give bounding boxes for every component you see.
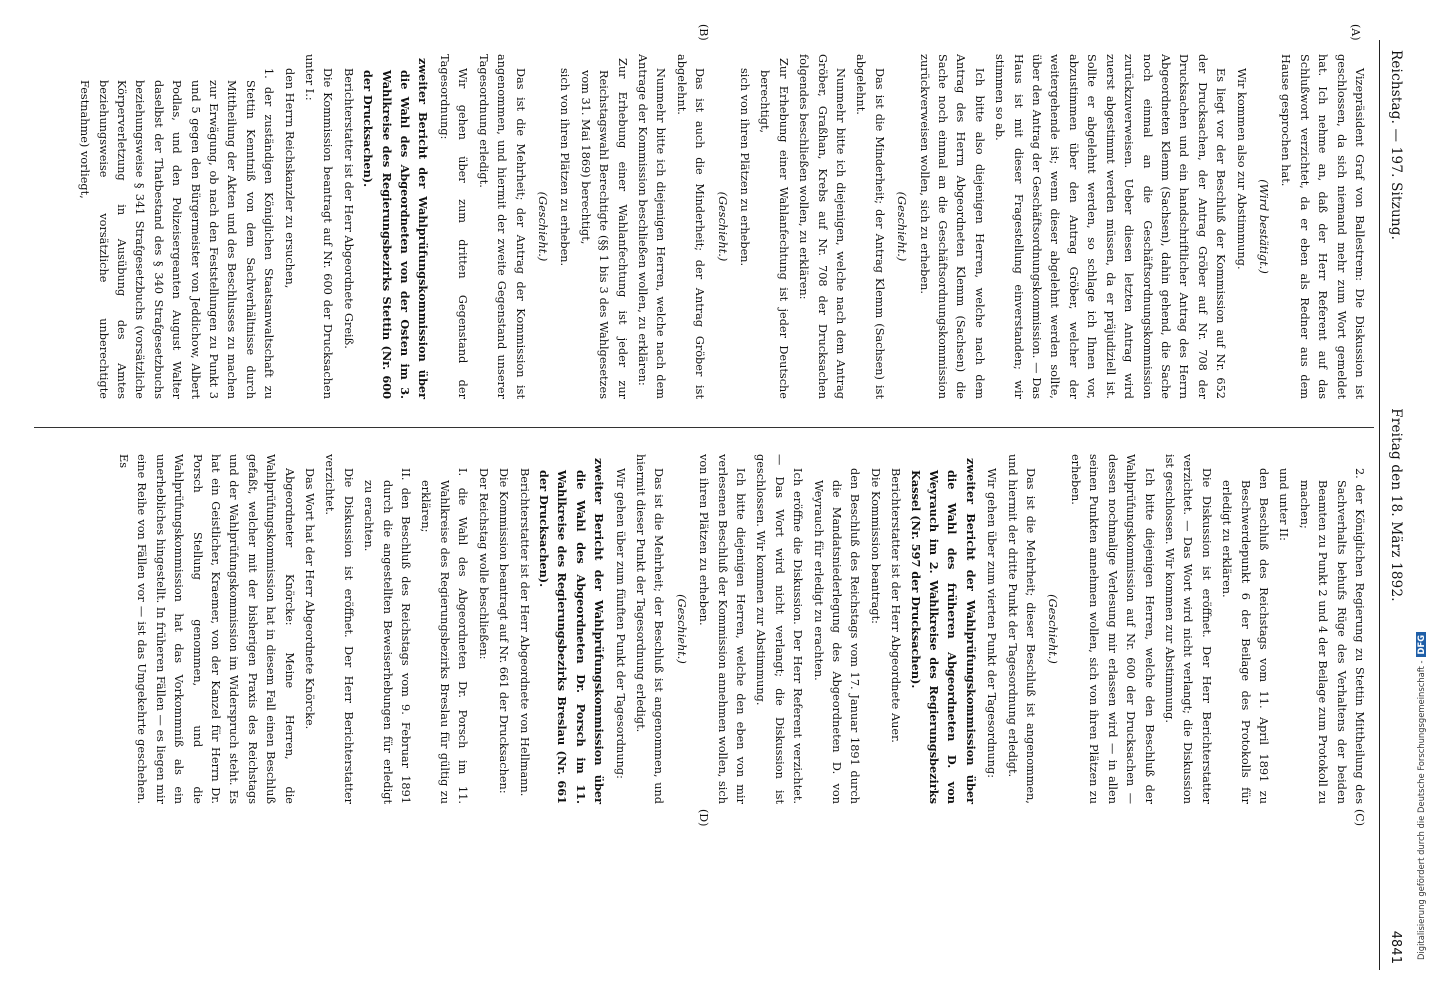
- paragraph: den Herrn Reichskanzler zu ersuchen,: [282, 68, 296, 289]
- paragraph: Wir gehen über zum fünften Punkt der Tagesordnung:: [613, 468, 627, 779]
- paragraph: Die Kommission beantragt auf Nr. 661 der Drucksachen:: [497, 468, 511, 794]
- column-divider: [34, 427, 1374, 428]
- paragraph: den Beschluß des Reichstags vom 17. Januar 1891 durch die Mandatsniederlegung des Abgeordneten D. von Weyrauch für erledigt zu erachten.: [811, 468, 862, 804]
- paragraph: sich von ihren Plätzen zu erheben.: [558, 68, 572, 267]
- paragraph: Das ist auch die Minderheit; der Antrag Gröber ist abgelehnt.: [674, 54, 707, 399]
- paragraph: 1. der zuständigen Königlichen Staatsanwaltschaft zu Stettin Kenntniß von dem Sachverhältnisse durch Mittheilung der Akten und des Beschlusses zu machen zur Erwägung, ob nach den Feststellungen zu Punkt 3 und 5 gegen den Bürgermeister von Jeddichow, Albert Podlas, und den Polizeisergeanten August Walter daselbst der Thatbestand des § 340 Strafgesetzbuchs beziehungsweise § 341 Strafgesetzbuchs (vorsätzliche Körperverletzung in Ausübung des Amtes beziehungsweise vorsätzliche unberechtigte Festnahme) vorliegt,: [78, 68, 276, 399]
- header-date: Freitag den 18. März 1892.: [1388, 408, 1404, 602]
- header-left: Reichstag. — 197. Sitzung.: [1388, 50, 1404, 241]
- paragraph: Wir kommen also zur Abstimmung.: [1234, 68, 1248, 270]
- paragraph: Die Diskussion ist eröffnet. Der Herr Berichterstatter verzichtet. — Das Wort wird nicht verlangt; die Diskussion ist geschlossen. Wir kommen zur Abstimmung.: [1162, 454, 1213, 804]
- paragraph: I. die Wahl des Abgeordneten Dr. Porsch im 11. Wahlkreise des Regierungsbezirks Breslau für gültig zu erklären;: [419, 468, 470, 804]
- left-text-column: [38, 54, 1368, 399]
- agenda-item-heading: zweiter Bericht der Wahlprüfungskommission über die Wahl des Abgeordneten Dr. Porsch im 11. Wahlkreise des Regierungsbezirks Breslau (Nr. 661 der Drucksachen).: [536, 458, 607, 804]
- paragraph: Nunmehr bitte ich diejenigen, welche nach dem Antrag Gröber, Graßhan, Krebs auf Nr. 708 der Drucksachen folgendes beschließen wollen, zu erklären:: [797, 54, 848, 399]
- margin-mark-b: (B): [697, 24, 710, 41]
- paragraph: Ich bitte diejenigen Herren, welche den eben von mir verlesenen Beschluß der Kommission annehmen wollen, sich von ihren Plätzen zu erheben.: [697, 454, 747, 804]
- paragraph: 2. der Königlichen Regierung zu Stettin Mittheilung des Sachverhalts behufs Rüge des Verhaltens der beiden Beamten zu Punkt 2 und 4 der Beilage zum Protokoll zu machen;: [1297, 468, 1366, 804]
- paragraph: Die Kommission beantragt:: [868, 468, 882, 624]
- paragraph: Vizepräsident Graf von Ballestrem: Die Diskussion ist geschlossen, da sich niemand mehr zum Wort gemeldet hat. Ich nehme an, daß der Herr Referent auf das Schlußwort verzichtet, da er eben als Redner aus dem Hause gesprochen hat.: [1279, 54, 1366, 399]
- paragraph: Das ist die Mehrheit; der Beschluß ist angenommen, und hiermit dieser Punkt der Tagesordnung erledigt.: [633, 454, 666, 804]
- paragraph: Zur Erhebung einer Wahlanfechtung ist jeder Deutsche berechtigt,: [758, 58, 790, 399]
- paragraph: den Beschluß des Reichstags vom 11. April 1891 zu Beschwerdepunkt 6 der Beilage des Protokolls für erledigt zu erklären.: [1220, 468, 1270, 804]
- paragraph: Ich bitte diejenigen Herren, welche den Beschluß der Wahlprüfungskommission auf Nr. 600 der Drucksachen — dessen nochmalige Verlesung mir erlassen wird — in allen seinen Punkten annehmen wollen, sich von ihren Plätzen zu erheben.: [1068, 454, 1156, 804]
- paragraph: Zur Erhebung einer Wahlanfechtung ist jeder zur Reichstagswahl Berechtigte (§§ 1 bis 3 des Wahlgesetzes vom 31. Mai 1869) berechtigt,: [578, 58, 629, 399]
- agenda-item-heading: zweiter Bericht der Wahlprüfungskommission über die Wahl des früheren Abgeordneten D. von Weyrauch im 2. Wahlkreise des Regierungsbezirks Kassel (Nr. 597 der Drucksachen).: [908, 458, 978, 804]
- rotated-page-content: [30, 24, 1410, 970]
- paragraph: Berichterstatter ist der Herr Abgeordnete von Hellmann.: [517, 468, 531, 797]
- agenda-item-heading: zweiter Bericht der Wahlprüfungskommission über die Wahl des Abgeordneten von der Osten im 3. Wahlkreise des Regierungsbezirks Stettin (Nr. 600 der Drucksachen).: [361, 58, 431, 399]
- digitization-credit: [1416, 632, 1426, 960]
- paragraph: Das ist die Mehrheit; dieser Beschluß ist angenommen, und hiermit der dritte Punkt der Tagesordnung erledigt.: [1005, 454, 1038, 804]
- stage-direction: (Geschieht.): [895, 191, 909, 262]
- dfg-logo: DFG: [1416, 632, 1426, 658]
- paragraph: Der Reichstag wolle beschließen:: [476, 468, 490, 660]
- credit-text: Digitalisierung gefördert durch die Deutsche Forschungsgemeinschaft -: [1416, 660, 1426, 960]
- stage-direction: (Geschieht.): [674, 594, 688, 664]
- paragraph: Berichterstatter ist der Herr Abgeordnete Auer.: [889, 468, 903, 743]
- paragraph: Die Diskussion ist eröffnet. Der Herr Berichterstatter verzichtet.: [323, 454, 355, 804]
- paragraph: Berichterstatter ist der Herr Abgeordnete Greiß.: [341, 68, 355, 349]
- paragraph: II. den Beschluß des Reichstags vom 9. Februar 1891 durch die angestellten Beweiserhebungen für erledigt zu erachten.: [362, 468, 413, 804]
- right-text-column: [38, 454, 1368, 804]
- paragraph: sich von ihren Plätzen zu erheben.: [738, 68, 751, 267]
- paragraph: Die Kommission beantragt auf Nr. 600 der Drucksachen unter I.:: [303, 54, 335, 399]
- paragraph: Das Wort hat der Herr Abgeordnete Knörcke.: [303, 468, 317, 730]
- stage-direction: (Geschieht.): [1046, 594, 1060, 664]
- stage-direction: (Geschieht.): [715, 191, 729, 262]
- paragraph: Das ist die Minderheit; der Antrag Klemm (Sachsen) ist abgelehnt.: [854, 54, 886, 399]
- running-header: [1379, 40, 1410, 970]
- paragraph: Wir gehen über zum dritten Gegenstand der Tagesordnung:: [437, 54, 470, 399]
- paragraph: Nunmehr bitte ich diejenigen Herren, welche nach dem Antrage der Kommission beschließen wollen, zu erklären:: [635, 54, 668, 399]
- margin-mark-d: (D): [697, 809, 710, 827]
- page-number: 4841: [1388, 930, 1404, 964]
- paragraph: Es liegt vor der Beschluß der Kommission auf Nr. 652 der Drucksachen, der Antrag Gröber auf Nr. 708 der Drucksachen und ein handschriftlicher Antrag des Herrn Abgeordneten Klemm (Sachsen), dahin gehend, die Sache noch einmal an die Geschäftsordnungskommission zurückzuverweisen. Ueber diesen letzten Antrag wird zuerst abgestimmt werden müssen, da er präjudiziell ist. Sollte er abgelehnt werden, so schlage ich Ihnen vor, abzustimmen über den Antrag Gröber, welcher der weitergehende ist; wenn dieser abgelehnt werden sollte, über den Antrag der Geschäftsordnungskommission. — Das Haus ist mit dieser Fragestellung einverstanden; wir stimmen so ab.: [993, 54, 1228, 399]
- stage-direction: (Wird bestätigt.): [1256, 179, 1270, 274]
- margin-mark-c: (C): [1353, 809, 1366, 826]
- paragraph: Ich bitte also diejenigen Herren, welche nach dem Antrag des Herrn Abgeordneten Klemm (Sachsen) die Sache noch einmal an die Geschäftsordnungskommission zurückverweisen wollen, sich zu erheben.: [917, 54, 986, 399]
- stage-direction: (Geschieht.): [535, 191, 549, 262]
- paragraph: Wir gehen über zum vierten Punkt der Tagesordnung:: [985, 468, 999, 779]
- paragraph: Das ist die Mehrheit; der Antrag der Kommission ist angenommen, und hiermit der zweite Gegenstand unserer Tagesordnung erledigt.: [476, 54, 527, 399]
- paragraph: und unter II:: [1277, 468, 1291, 541]
- paragraph: Abgeordneter Knörcke: Meine Herren, die Wahlprüfungskommission hat in diesem Fall einen Beschluß gefaßt, welcher mit der bisherigen Praxis des Reichstags und der Wahlprüfungskommission im Widerspruch steht. Es hat ein Geistlicher, Kraemer, von der Kanzel für Herrn Dr. Porsch Stellung genommen, und die Wahlprüfungskommission hat das Vorkommniß als ein unerhebliches hingestellt. In früheren Fällen — es liegen mir eine Reihe von Fällen vor — ist das Umgekehrte geschehen. Es: [117, 454, 296, 804]
- paragraph: Ich eröffne die Diskussion. Der Herr Referent verzichtet. — Das Wort wird nicht verlangt; die Diskussion ist geschlossen. Wir kommen zur Abstimmung.: [754, 454, 805, 804]
- margin-mark-a: (A): [1349, 24, 1362, 41]
